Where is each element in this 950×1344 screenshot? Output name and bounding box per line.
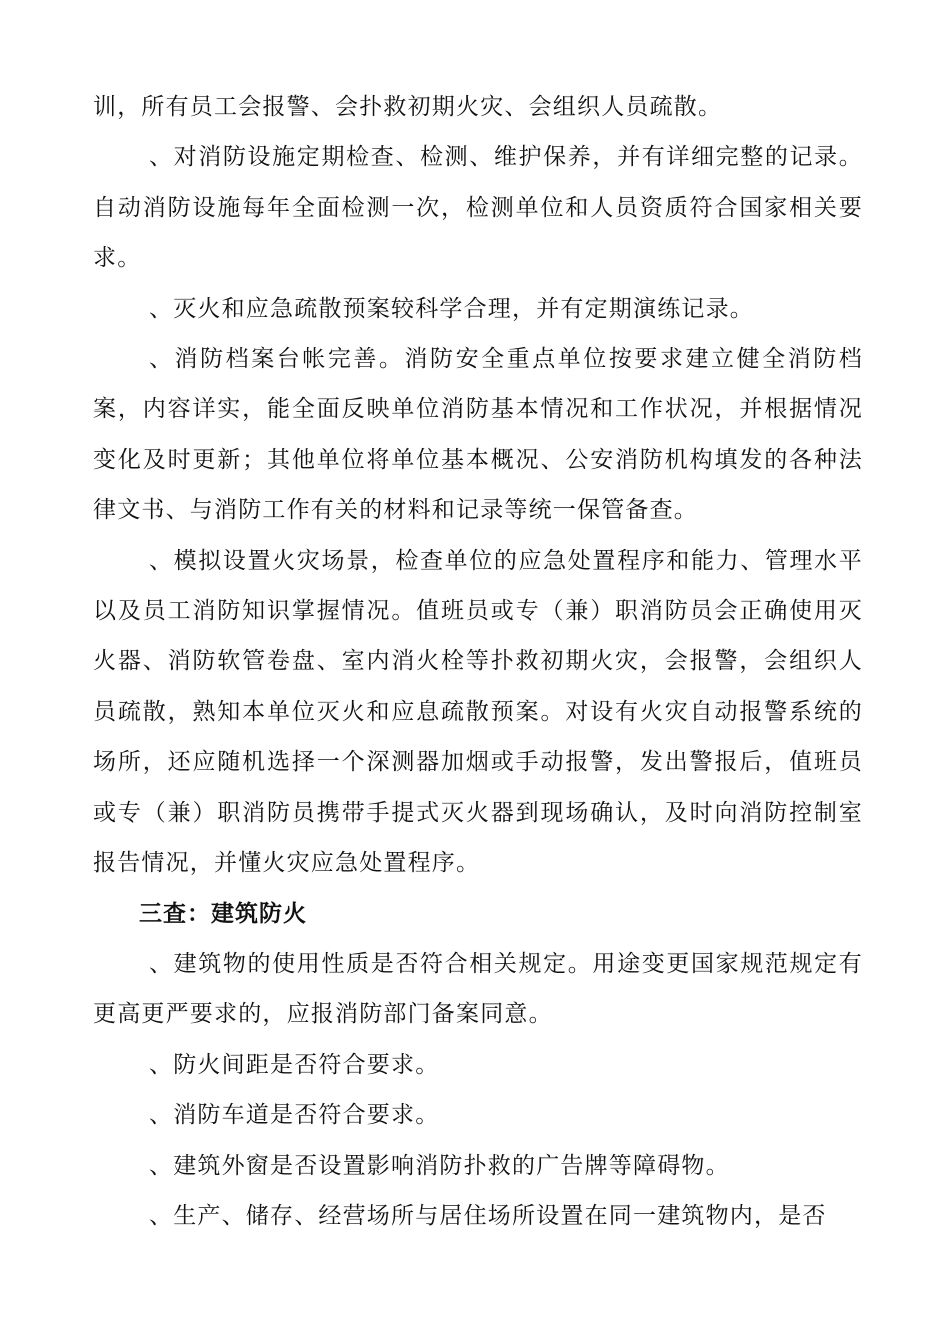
- paragraph-training: 训，所有员工会报警、会扑救初期火灾、会组织人员疏散。: [93, 94, 723, 120]
- section-heading: 三查：建筑防火: [139, 900, 307, 927]
- paragraph-fire-drill-simulation: 、模拟设置火灾场景，检查单位的应急处置程序和能力、管理水平以及员工消防知识掌握情况。值班员或专（兼）职消防员会正确使用灭火器、消防软管卷盘、室内消火栓等扑救初期火灾，会报警，会组织人员疏散，熟知本单位灭火和应息疏散预案。对设有火灾自动报警系统的场所，还应随机选择一个深测器加烟或手动报警，发出警报后，值班员或专（兼）职消防员携带手提式灭火器到现场确认，及时向消防控制室报告情况，并懂火灾应急处置程序。: [93, 547, 863, 877]
- document-page: [93, 82, 863, 1241]
- paragraph-exterior-windows: 、建筑外窗是否设置影响消防扑救的广告牌等障碍物。: [149, 1152, 730, 1179]
- paragraph-facility-inspection: 、对消防设施定期检查、检测、维护保养，并有详细完整的记录。自动消防设施每年全面检测一次，检测单位和人员资质符合国家相关要求。: [93, 144, 863, 272]
- paragraph-building-use: 、建筑物的使用性质是否符合相关规定。用途变更国家规范规定有更高更严要求的，应报消防部门备案同意。: [93, 950, 863, 1028]
- paragraph-fire-lane: 、消防车道是否符合要求。: [149, 1102, 440, 1129]
- paragraph-fire-separation: 、防火间距是否符合要求。: [149, 1051, 440, 1078]
- paragraph-fire-archives: 、消防档案台帐完善。消防安全重点单位按要求建立健全消防档案，内容详实，能全面反映单位消防基本情况和工作状况，并根据情况变化及时更新；其他单位将单位基本概况、公安消防机构填发的各种法律文书、与消防工作有关的材料和记录等统一保管备查。: [93, 346, 863, 524]
- paragraph-evacuation-plan: 、灭火和应急疏散预案较科学合理，并有定期演练记录。: [149, 295, 754, 322]
- paragraph-mixed-use: 、生产、储存、经营场所与居住场所设置在同一建筑物内，是否: [149, 1202, 827, 1229]
